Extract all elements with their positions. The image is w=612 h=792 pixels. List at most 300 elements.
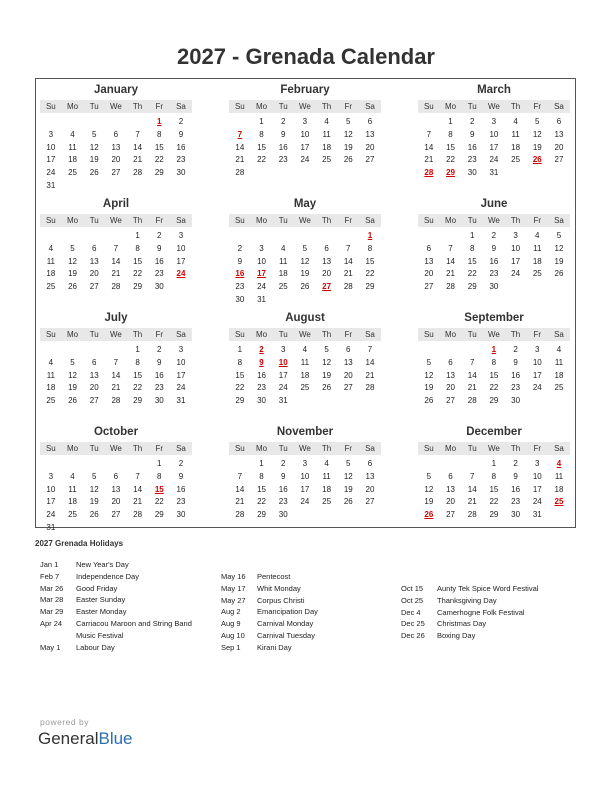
day-cell: 12 — [532, 129, 542, 139]
day-cell: 4 — [280, 243, 286, 253]
empty-cell — [461, 344, 483, 357]
empty-cell — [40, 230, 62, 243]
day-cell: 22 — [257, 497, 266, 507]
day-cell: 24 — [176, 383, 186, 393]
day-cell: 20 — [343, 370, 353, 380]
day-cell: 21 — [424, 155, 434, 165]
day-cell: 8 — [491, 471, 497, 481]
day-cell: 31 — [176, 396, 186, 406]
day-cell: 19 — [68, 383, 77, 393]
empty-cell — [40, 116, 62, 129]
day-cell: 11 — [322, 129, 331, 139]
day-cell: 6 — [346, 345, 351, 354]
holiday-row — [40, 618, 192, 630]
day-cell: 7 — [113, 243, 119, 253]
day-cell: 16 — [511, 370, 521, 380]
holiday-day-cell: 10 — [278, 357, 288, 367]
day-cell: 7 — [426, 129, 432, 139]
day-cell: 31 — [46, 522, 56, 532]
weekday-label: We — [109, 102, 122, 111]
day-cell: 20 — [89, 383, 99, 393]
day-cell: 23 — [278, 497, 288, 507]
day-cell: 20 — [554, 142, 564, 152]
day-cell: 16 — [467, 142, 477, 152]
weekday-label: We — [109, 330, 122, 339]
weekday-label: Tu — [467, 330, 477, 339]
day-cell: 21 — [467, 383, 477, 393]
day-cell: 6 — [113, 471, 119, 481]
weekday-label: Su — [45, 102, 56, 111]
weekday-header — [418, 442, 570, 455]
holiday-name: Easter Monday — [76, 607, 127, 617]
day-cell: 30 — [154, 396, 164, 406]
day-cell: 9 — [513, 471, 518, 481]
day-cell: 23 — [235, 282, 245, 292]
holiday-row — [401, 583, 538, 595]
holiday-name: Labour Day — [76, 642, 115, 652]
day-cell: 17 — [532, 484, 542, 494]
weekday-label: Sa — [176, 216, 186, 225]
month-february — [229, 83, 381, 180]
holiday-day-cell: 7 — [237, 129, 243, 139]
day-cell: 14 — [365, 357, 375, 367]
empty-cell — [337, 230, 359, 243]
day-cell: 2 — [280, 459, 286, 468]
day-cell: 25 — [68, 510, 77, 520]
day-cell: 17 — [176, 256, 186, 266]
day-cell: 5 — [302, 243, 308, 253]
day-cell: 7 — [135, 129, 140, 139]
day-cell: 21 — [467, 497, 477, 507]
day-cell: 17 — [300, 484, 310, 494]
day-cell: 23 — [154, 269, 164, 279]
day-cell: 9 — [157, 357, 162, 367]
page-title: 2027 - Grenada Calendar — [176, 44, 435, 69]
day-cell: 26 — [68, 282, 77, 292]
empty-cell — [229, 458, 251, 471]
day-cell: 4 — [70, 471, 75, 481]
month-name: September — [464, 312, 524, 324]
day-cell: 18 — [46, 269, 56, 279]
holiday-day-cell: 25 — [554, 497, 564, 507]
day-cell: 29 — [235, 396, 245, 406]
empty-cell — [127, 458, 149, 471]
holiday-name: Music Festival — [76, 630, 124, 640]
month-june — [418, 197, 570, 294]
day-cell: 11 — [322, 471, 331, 481]
day-cell: 6 — [367, 117, 373, 126]
day-cell: 13 — [365, 129, 375, 139]
day-cell: 31 — [278, 396, 288, 406]
day-cell: 18 — [532, 256, 542, 266]
day-cell: 10 — [511, 243, 521, 253]
day-cell: 18 — [68, 497, 77, 507]
weekday-label: Mo — [444, 102, 457, 111]
holiday-row — [221, 618, 318, 630]
day-cell: 30 — [489, 282, 499, 292]
holiday-date: Oct 15 — [401, 584, 424, 593]
day-cell: 11 — [533, 243, 542, 253]
day-cell: 25 — [46, 282, 56, 292]
day-cell: 20 — [111, 155, 121, 165]
weekday-label: Tu — [278, 102, 288, 111]
day-cell: 10 — [300, 129, 310, 139]
day-cell: 3 — [178, 231, 184, 240]
day-cell: 1 — [259, 459, 264, 468]
empty-cell — [440, 458, 462, 471]
day-cell: 23 — [511, 497, 521, 507]
day-cell: 18 — [554, 484, 564, 494]
day-cell: 1 — [157, 459, 162, 468]
day-cell: 20 — [111, 497, 121, 507]
day-cell: 11 — [46, 370, 55, 380]
holiday-list-3 — [401, 583, 538, 642]
day-cell: 19 — [424, 497, 434, 507]
day-cell: 3 — [48, 471, 54, 481]
weekday-label: We — [487, 102, 500, 111]
day-cell: 15 — [133, 370, 143, 380]
day-cell: 3 — [535, 459, 540, 468]
day-cell: 14 — [467, 370, 477, 380]
day-cell: 28 — [446, 282, 455, 292]
day-cell: 21 — [343, 269, 353, 279]
day-cell: 6 — [113, 129, 119, 139]
day-cell: 27 — [446, 510, 455, 520]
holiday-row — [40, 594, 192, 606]
day-cell: 5 — [70, 357, 75, 367]
holiday-name: Boxing Day — [437, 631, 476, 641]
weekday-label: Tu — [467, 444, 477, 453]
day-cell: 23 — [489, 269, 499, 279]
weekday-label: Sa — [554, 444, 564, 453]
weekday-label: Tu — [89, 102, 99, 111]
day-cell: 1 — [469, 231, 475, 240]
day-cell: 9 — [280, 129, 286, 139]
day-cell: 12 — [68, 256, 77, 266]
empty-cell — [440, 230, 462, 243]
day-cell: 4 — [48, 357, 54, 367]
weekday-label: Th — [510, 444, 521, 453]
weekday-header — [40, 100, 192, 113]
day-cell: 14 — [133, 484, 143, 494]
day-cell: 12 — [343, 129, 353, 139]
day-cell: 21 — [446, 269, 455, 279]
day-cell: 7 — [367, 345, 373, 354]
day-cell: 24 — [46, 510, 56, 520]
brand-blue: Blue — [98, 729, 133, 748]
empty-cell — [440, 344, 462, 357]
holiday-date: Sep 1 — [221, 642, 241, 652]
holiday-row — [221, 571, 318, 583]
holiday-row — [221, 630, 318, 642]
holidays-heading: 2027 Grenada Holidays — [35, 539, 124, 548]
weekday-label: We — [109, 444, 122, 453]
day-cell: 19 — [343, 142, 353, 152]
empty-cell — [418, 230, 440, 243]
day-grid — [418, 458, 570, 522]
day-cell: 19 — [343, 484, 353, 494]
day-cell: 19 — [89, 497, 99, 507]
day-cell: 2 — [157, 345, 162, 354]
weekday-label: Th — [132, 102, 143, 111]
day-cell: 1 — [135, 345, 140, 354]
holiday-row — [401, 630, 538, 642]
day-cell: 20 — [322, 269, 332, 279]
holiday-date: Apr 24 — [40, 618, 63, 628]
day-cell: 21 — [133, 497, 143, 507]
powered-by-text: powered by — [40, 717, 89, 727]
holiday-name: Camerhogne Folk Festival — [437, 607, 525, 617]
day-cell: 13 — [424, 256, 434, 266]
empty-cell — [229, 116, 251, 129]
day-cell: 21 — [365, 370, 375, 380]
holiday-date: Mar 26 — [40, 583, 64, 593]
day-cell: 12 — [89, 484, 99, 494]
weekday-header — [229, 214, 381, 227]
day-cell: 24 — [489, 155, 499, 165]
day-cell: 7 — [448, 243, 453, 253]
day-cell: 3 — [259, 243, 264, 253]
day-cell: 14 — [467, 484, 477, 494]
holiday-name: Carnival Monday — [257, 619, 314, 629]
day-grid — [418, 344, 570, 408]
day-cell: 8 — [491, 357, 497, 367]
holiday-day-cell: 16 — [235, 269, 245, 279]
day-cell: 6 — [367, 459, 373, 468]
day-cell: 12 — [322, 357, 332, 367]
day-cell: 8 — [135, 357, 140, 367]
day-cell: 17 — [278, 370, 288, 380]
day-cell: 26 — [300, 282, 310, 292]
calendar-grid — [35, 78, 576, 532]
holiday-name: Aunty Tek Spice Word Festival — [437, 584, 539, 593]
month-name: January — [93, 84, 139, 96]
day-cell: 3 — [280, 345, 286, 354]
day-cell: 5 — [91, 471, 97, 481]
day-cell: 10 — [300, 471, 310, 481]
day-cell: 1 — [237, 345, 243, 354]
day-cell: 22 — [154, 497, 164, 507]
day-cell: 23 — [176, 155, 186, 165]
day-cell: 6 — [448, 357, 453, 367]
day-cell: 9 — [178, 129, 184, 139]
day-cell: 17 — [532, 370, 542, 380]
weekday-label: Th — [132, 330, 143, 339]
day-cell: 17 — [176, 370, 186, 380]
day-cell: 14 — [235, 142, 245, 152]
holiday-name: Corpus Christi — [257, 595, 305, 605]
empty-cell — [40, 344, 62, 357]
day-cell: 3 — [48, 129, 54, 139]
weekday-label: Sa — [365, 102, 375, 111]
day-cell: 30 — [154, 282, 164, 292]
day-cell: 15 — [446, 142, 455, 152]
weekday-label: Su — [423, 330, 434, 339]
month-march — [418, 83, 570, 180]
weekday-header — [229, 328, 381, 341]
day-cell: 20 — [446, 383, 455, 393]
empty-cell — [251, 230, 273, 243]
weekday-label: Tu — [467, 216, 477, 225]
holiday-row — [40, 571, 192, 583]
weekday-label: Tu — [89, 216, 99, 225]
empty-cell — [83, 458, 105, 471]
day-cell: 8 — [469, 243, 475, 253]
day-cell: 19 — [532, 142, 542, 152]
empty-cell — [229, 230, 251, 243]
day-cell: 18 — [68, 155, 77, 165]
day-cell: 31 — [46, 180, 56, 190]
day-cell: 25 — [322, 155, 332, 165]
day-cell: 15 — [489, 370, 499, 380]
weekday-label: Fr — [533, 102, 542, 111]
weekday-label: Su — [423, 216, 434, 225]
day-cell: 15 — [154, 142, 164, 152]
day-cell: 4 — [302, 345, 308, 354]
holiday-name: Christmas Day — [437, 619, 487, 629]
month-name: October — [93, 426, 139, 438]
day-cell: 8 — [448, 129, 453, 139]
weekday-label: Mo — [66, 444, 79, 453]
weekday-label: Fr — [344, 444, 353, 453]
day-cell: 27 — [365, 155, 375, 165]
day-cell: 2 — [491, 231, 497, 240]
weekday-label: Su — [234, 216, 245, 225]
day-cell: 13 — [446, 370, 455, 380]
month-name: July — [104, 312, 128, 324]
day-cell: 5 — [346, 117, 351, 126]
weekday-label: Tu — [278, 216, 288, 225]
day-cell: 17 — [489, 142, 499, 152]
day-cell: 7 — [469, 357, 475, 367]
day-cell: 1 — [491, 459, 497, 468]
empty-cell — [294, 230, 316, 243]
day-cell: 14 — [111, 256, 121, 266]
weekday-label: Tu — [278, 444, 288, 453]
weekday-label: Mo — [444, 330, 457, 339]
day-cell: 26 — [322, 383, 332, 393]
day-cell: 5 — [556, 231, 562, 240]
holiday-row — [401, 607, 538, 619]
day-grid — [229, 458, 381, 522]
day-cell: 29 — [489, 396, 499, 406]
weekday-label: Sa — [365, 216, 375, 225]
day-cell: 14 — [343, 256, 353, 266]
holiday-date: Feb 7 — [40, 571, 60, 581]
day-cell: 16 — [489, 256, 499, 266]
month-name: March — [477, 84, 511, 96]
empty-cell — [418, 116, 440, 129]
holiday-day-cell: 2 — [259, 345, 264, 354]
day-cell: 30 — [176, 510, 186, 520]
weekday-header — [418, 214, 570, 227]
holiday-date: Aug 2 — [221, 607, 241, 617]
day-cell: 17 — [46, 155, 56, 165]
month-name: May — [293, 198, 317, 210]
day-cell: 18 — [278, 269, 288, 279]
holiday-list-2 — [221, 571, 318, 654]
day-cell: 8 — [157, 129, 162, 139]
day-grid — [40, 230, 192, 294]
day-cell: 8 — [259, 129, 264, 139]
day-cell: 30 — [511, 510, 521, 520]
weekday-label: Su — [45, 216, 56, 225]
day-cell: 27 — [89, 282, 99, 292]
day-cell: 11 — [279, 256, 288, 266]
day-cell: 10 — [176, 357, 186, 367]
weekday-label: We — [298, 330, 311, 339]
day-cell: 21 — [111, 269, 121, 279]
holiday-day-cell: 29 — [446, 168, 455, 178]
day-cell: 10 — [532, 471, 542, 481]
day-cell: 12 — [300, 256, 310, 266]
day-cell: 24 — [511, 269, 521, 279]
day-cell: 16 — [511, 484, 521, 494]
day-cell: 29 — [257, 510, 266, 520]
day-cell: 3 — [178, 345, 184, 354]
day-cell: 29 — [365, 282, 375, 292]
day-cell: 11 — [554, 471, 564, 481]
day-cell: 26 — [554, 269, 564, 279]
day-cell: 24 — [300, 497, 310, 507]
day-cell: 15 — [489, 484, 499, 494]
day-cell: 9 — [513, 357, 518, 367]
weekday-label: Fr — [533, 444, 542, 453]
weekday-label: Sa — [554, 216, 564, 225]
empty-cell — [83, 230, 105, 243]
day-cell: 2 — [178, 459, 184, 468]
holiday-name: Kirani Day — [257, 642, 292, 652]
weekday-label: Sa — [554, 102, 564, 111]
generalblue-logo[interactable] — [38, 729, 133, 749]
day-cell: 18 — [322, 142, 332, 152]
day-cell: 30 — [257, 396, 266, 406]
holiday-name: Emancipation Day — [257, 607, 318, 617]
day-cell: 4 — [556, 345, 562, 354]
holiday-name: Thanksgiving Day — [437, 595, 497, 605]
day-cell: 14 — [446, 256, 455, 266]
holiday-day-cell: 9 — [259, 357, 264, 367]
day-cell: 8 — [367, 243, 373, 253]
holiday-name: Pentecost — [257, 572, 291, 581]
holiday-row — [40, 559, 192, 571]
day-cell: 21 — [133, 155, 143, 165]
day-cell: 5 — [535, 117, 540, 126]
weekday-label: We — [298, 216, 311, 225]
weekday-label: Mo — [255, 330, 268, 339]
month-august — [229, 311, 381, 408]
day-cell: 20 — [365, 142, 375, 152]
weekday-label: We — [298, 102, 311, 111]
day-cell: 18 — [322, 484, 332, 494]
holiday-row — [401, 595, 538, 607]
day-cell: 11 — [68, 484, 77, 494]
empty-cell — [62, 458, 84, 471]
holiday-date: Dec 4 — [401, 607, 421, 617]
day-cell: 2 — [469, 117, 475, 126]
day-cell: 10 — [46, 484, 56, 494]
day-cell: 27 — [89, 396, 99, 406]
weekday-label: Su — [423, 444, 434, 453]
weekday-label: Sa — [176, 102, 186, 111]
day-cell: 13 — [365, 471, 375, 481]
day-grid — [229, 344, 381, 408]
day-cell: 4 — [324, 459, 329, 468]
day-cell: 23 — [511, 383, 521, 393]
day-cell: 7 — [135, 471, 140, 481]
weekday-label: Mo — [444, 444, 457, 453]
day-cell: 26 — [343, 497, 353, 507]
